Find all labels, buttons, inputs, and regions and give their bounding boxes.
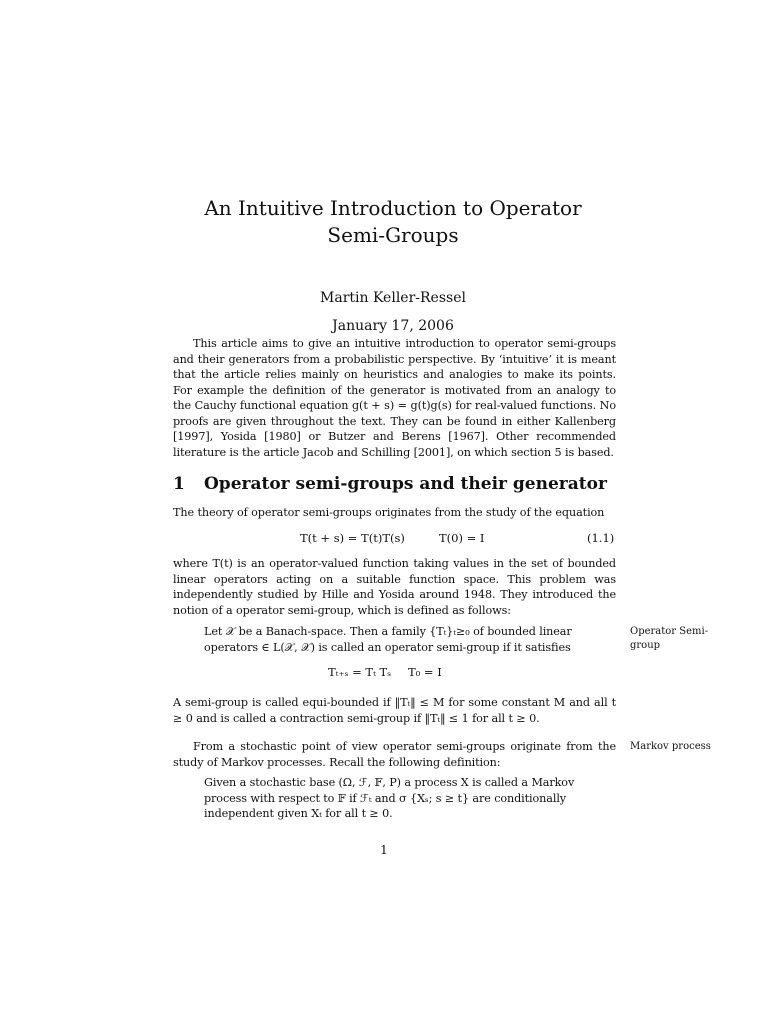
definition-line-1: Let 𝒳 be a Banach-space. Then a family {Tₜ}ₜ≥₀ of bounded linear [204, 625, 572, 638]
publication-date: January 17, 2006 [332, 318, 454, 334]
paragraph-stochastic: From a stochastic point of view operator semi-groups originate from the study of Markov processes. Recall the following definition: [173, 740, 616, 769]
equation-1-right: T(0) = I [439, 531, 485, 545]
equation-2-right: T₀ = I [408, 665, 442, 679]
equation-1-left: T(t + s) = T(t)T(s) [300, 531, 405, 545]
section-number: 1 [173, 474, 185, 494]
paragraph-intro: The theory of operator semi-groups originates from the study of the equation [173, 506, 605, 519]
section-title: Operator semi-groups and their generator [204, 474, 607, 494]
page-number: 1 [380, 843, 388, 857]
definition-line-2: operators ∈ L(𝒳, 𝒳) is called an operator semi-group if it satisfies [204, 640, 571, 654]
paper-title-line-1: An Intuitive Introduction to Operator [204, 196, 582, 220]
section-heading [173, 474, 607, 494]
author-name: Martin Keller-Ressel [320, 290, 466, 306]
definition-markov-process: Given a stochastic base (Ω, ℱ, 𝔽, P) a process X is called a Markov process with respect to 𝔽 if ℱₜ and σ {Xₛ; s ≥ t} are conditionally independent given Xₜ for all t ≥ 0. [204, 776, 575, 820]
paragraph-definition-lead: where T(t) is an operator-valued function taking values in the set of bounded linear operators acting on a suitable function space. This problem was independently studied by Hille and Yosida around 1948. They introduced the notion of a operator semi-group, which is defined as follows: [173, 557, 616, 617]
equation-2-left: Tₜ₊ₛ = Tₜ Tₛ [328, 665, 392, 679]
equation-1-label: (1.1) [587, 531, 615, 545]
paragraph-equi-bounded: A semi-group is called equi-bounded if ‖Tₜ‖ ≤ M for some constant M and all t ≥ 0 and is called a contraction semi-group if ‖Tₜ‖ ≤ 1 for all t ≥ 0. [173, 696, 616, 725]
paper-title [160, 195, 626, 249]
margin-note-markov-process: Markov process [630, 741, 711, 752]
paper-title-line-2: Semi-Groups [327, 223, 459, 247]
definition-operator-semigroup [204, 624, 589, 655]
abstract: This article aims to give an intuitive introduction to operator semi-groups and their generators from a probabilistic perspective. By ‘intuitive’ it is meant that the article relies mainly on heuristics and analogies to make its points. For example the definition of the generator is motivated from an analogy to the Cauchy functional equation g(t + s) = g(t)g(s) for real-valued functions. No proofs are given throughout the text. They can be found in either Kallenberg [1997], Yosida [1980] or Butzer and Berens [1967]. Other recommended literature is the article Jacob and Schilling [2001], on which section 5 is based. [173, 337, 616, 459]
margin-note-operator-semigroup: Operator Semi-group [630, 626, 709, 651]
